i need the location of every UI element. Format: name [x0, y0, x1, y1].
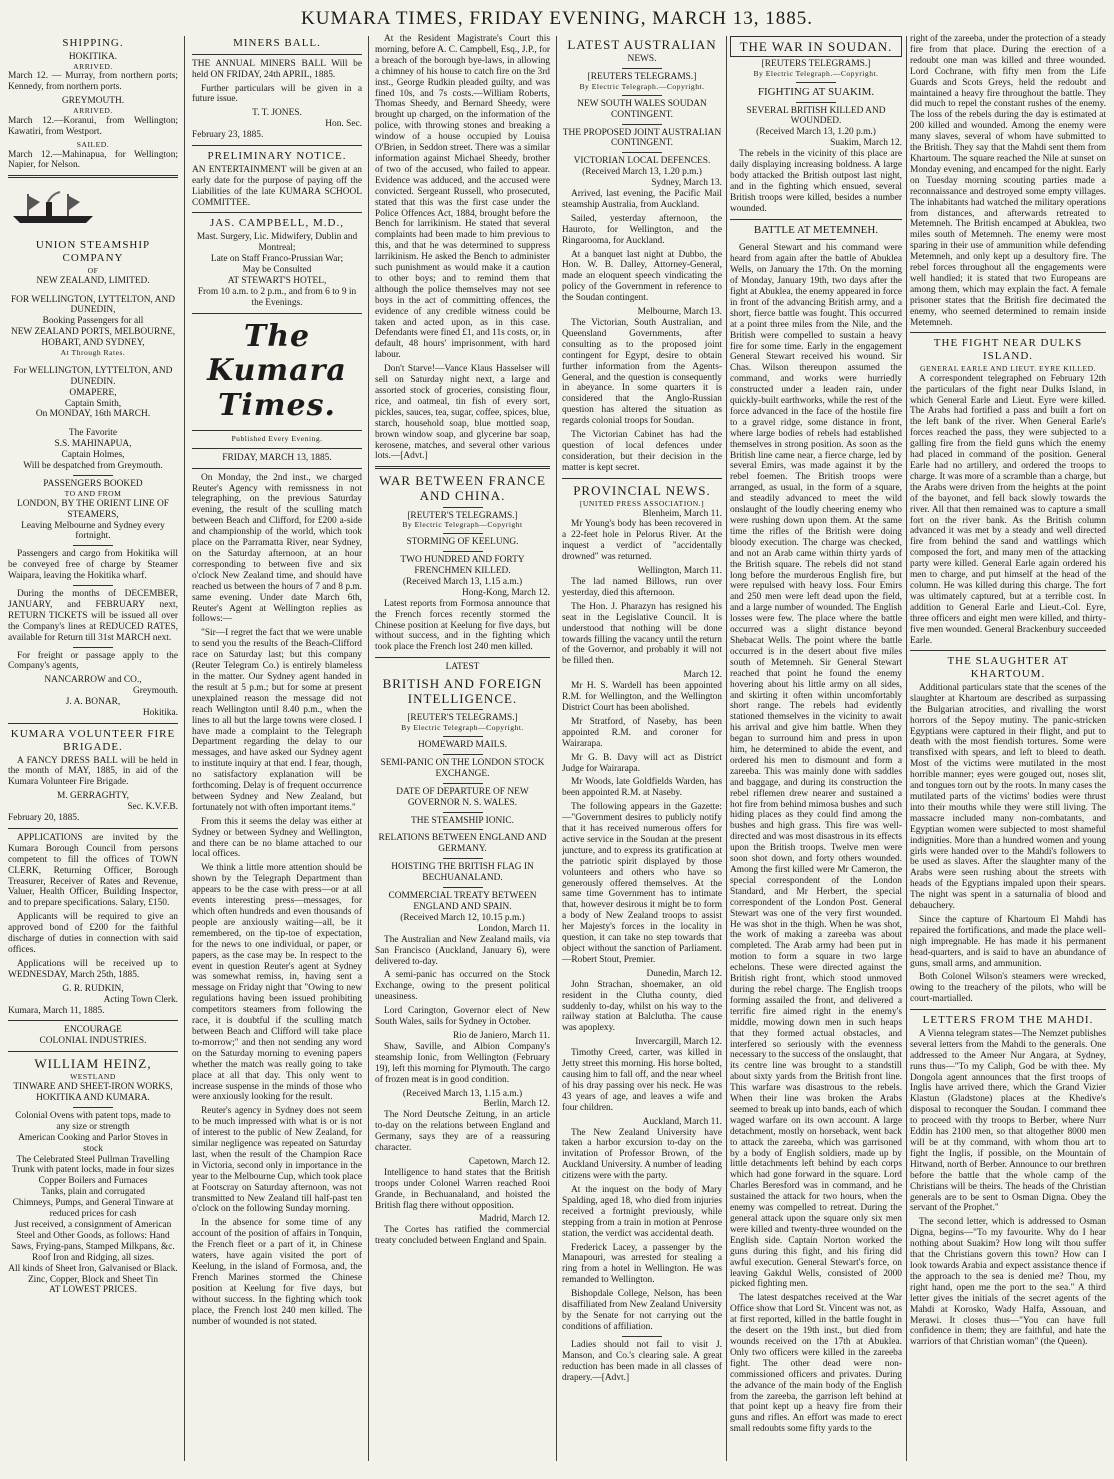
dateline: Capetown, March 12. [468, 1156, 550, 1167]
column-rule [556, 36, 557, 1461]
dateline: Hong-Kong, March 12. [461, 587, 550, 598]
paragraph: John Strachan, shoemaker, an old resident in the Clutha county, died suddenly to-day, whilst on his way to the railway station at Balclutha. The cause was apoplexy. [562, 979, 722, 1034]
paragraph: Mr Young's body has been recovered in a 22-feet hole in Pelorus River. At the inquest a verdict of "accidentally drowned" was returned. [562, 519, 722, 563]
subheading: THE PROPOSED JOINT AUSTRALIAN CONTINGENT. [562, 127, 722, 149]
paragraph: The latest despatches received at the War Office show that Lord St. Vincent was not, as at first reported, killed in the battle fought in the desert on the 19th inst., but died from wounds received on the 17th at Abuklea. Only two officers were killed in the zareeba fight. The other dead were non-commissioned officers and privates. During the advance of the main body of the English from the zareeba, the garrison left behind at that point kept up a heavy fire from their guns and rifles. An effort was made to erect small redoubts some fifty yards to the [730, 1293, 902, 1435]
paragraph: Arrived, last evening, the Pacific Mail steamship Australia, from Auckland. [562, 189, 722, 210]
paragraph: Applications will be received up to WEDNESDAY, March 25th, 1885. [8, 958, 178, 980]
paragraph: For freight or passage apply to the Company's agents, [8, 650, 178, 672]
passengers-heading: PASSENGERS BOOKED [43, 478, 143, 489]
paragraph: Mr H. S. Wardell has been appointed R.M. for Wellington, and the Wellington District Court has been abolished. [562, 681, 722, 713]
reuter-line: [REUTERS TELEGRAMS.] [761, 59, 871, 70]
date: February 23, 1885. [192, 130, 264, 141]
paragraph: Timothy Creed, carter, was killed in Jetty street this morning. His horse bolted, causing him to fall off, and the near wheel of his dray passing over his neck. He was 43 years of age, and leaves a wife and four children. [562, 1048, 722, 1113]
paragraph: The rebels in the vicinity of this place are daily displaying increasing boldness. A large body attacked the British outpost last night, and in the fighting which ensued, several British troops were killed, besides a number wounded. [730, 149, 902, 214]
heinz-sub: HOKITIKA AND KUMARA. [36, 1093, 150, 1104]
agent-place: Hokitika. [142, 708, 178, 719]
paragraph: The second letter, which is addressed to Osman Digna, begins—"To my favourite. Why do I hear nothing about Suakim? How long wilt thou suffer that the Christians govern this town? How can I look towards Arabia and expect assistance thence if the approach to the sea is denied me? Thou, my right hand, open me the port to the sea." A third letter gives the initials of the secret agents of the Mahdi at Korosko, Wady Halfa, Assouan, and Merawi. It closes thus—"You can have full confidence in them; they are faithful, and hate the warriors of that Christian woman" (the Queen). [910, 1217, 1106, 1348]
subheading: BATTLE AT METEMNEH. [753, 223, 879, 236]
heinz-sub: TINWARE AND SHEET-IRON WORKS, [13, 1082, 173, 1093]
dateline: March 12. [683, 670, 722, 681]
byline: [UNITED PRESS ASSOCIATION.] [579, 498, 705, 508]
shipping-text: March 12. — Murray, from northern ports; Kennedy, from northern ports. [8, 71, 178, 93]
signature-title: Hon. Sec. [325, 119, 362, 130]
agent-name: J. A. BONAR, [65, 697, 121, 708]
union-subheading: NEW ZEALAND, LIMITED. [36, 275, 150, 286]
paragraph: Reuter's agency in Sydney does not seem to be much impressed with what is or is not of interest to the public of New Zealand, for similar negligence was repeated on Saturday last, when the result of the Champion Race in Victoria, second only in importance in the year to the Melbourne Cup, which took place at Footscray on Saturday afternoon, was not transmitted to New Zealand till half-past ten o'clock on the following Sunday morning. [192, 1106, 362, 1215]
subheading: DATE OF DEPARTURE OF NEW GOVERNOR N. S. WALES. [396, 786, 529, 808]
union-of: OF [87, 265, 99, 275]
paragraph: Intelligence to hand states that the British troops under Colonel Warren reached Rooi Grande, in Bechuanaland, and hoisted the British flag there without opposition. [375, 1167, 550, 1211]
newspaper-title: The Kumara Times. [207, 318, 347, 424]
section-greymouth: GREYMOUTH. [61, 96, 125, 107]
paragraph: A Vienna telegram states—The Nemzet publishes several letters from the Mahdi to the generals. One addressed to the Ameer Nur Angara, at Sydney, runs thus—"To my Caliph, God be with thee. My Dongola agent announces that the first troops of Inglis have arrived there, which the Grand Vizier Klastun (Gladstone) places at the Khedive's disposal to reconquer the Soudan. I command thee to proceed with thy troops to Berber, where Nurr Eddin has 2100 men, so that altogether 8000 men will be at thy command, with whom thou art to fight the Inglis, if possible, on the Mountain of Hitwand, north of Berber. Announce to our brethren before the battle that the whole camp of the Christians will be theirs. The heads of the Christian generals are to be sent to Osman Digna. Obey the servant of the Prophet." [910, 1028, 1106, 1214]
reuter-line: [REUTER'S TELEGRAMS.] [407, 713, 518, 724]
paragraph: Ladies should not fail to visit J. Manson, and Co.'s clearing sale. A great reduction has been made in all classes of drapery.—[Advt.] [562, 1339, 722, 1383]
received-line: (Received March 13, 1.20 p.m.) [756, 127, 876, 138]
paragraph: Bishopdale College, Nelson, has been disaffiliated from New Zealand University by the Senate for not carrying out the conditions of affiliation. [562, 1289, 722, 1332]
dateline: Melbourne, March 13. [637, 307, 722, 318]
list-item: Copper Boilers and Furnaces [38, 1176, 148, 1187]
heinz-heading: WILLIAM HEINZ, [34, 1056, 152, 1072]
paragraph: At the inquest on the body of Mary Spalding, aged 18, who died from injuries received a fortnight previously, while stepping from a train in motion at Penrose station, the verdict was accidental death. [562, 1185, 722, 1239]
received-line: (Received March 12, 10.15 p.m.) [400, 912, 525, 923]
dateline: Blenheim, March 11. [642, 508, 722, 519]
list-item: Just received, a consignment of American Steel and Other Goods, as follows: Hand Saws, Frying-pans, Stamped Milkpans, &c. [11, 1220, 175, 1252]
british-heading: BRITISH AND FOREIGN INTELLIGENCE. [382, 676, 543, 707]
paragraph: "Sir—I regret the fact that we were unable to send you the results of the Beach-Clifford race on Saturday last; but this company (Reuter Telegram Co.) is entirely blameless in the matter. Our Sydney agent handed in the result at 5 p.m.; but for some at present unexplained reason the message did not reach Wellington until 8.40 p.m., when the lines to all but the large towns were closed. I have made a complaint to the Telegraph Department regarding the delay to our messages, and have asked our Sydney agent to institute inquiry at that end. I fear, though, no satisfactory explanation will be forthcoming. Delay is of frequent occurrence between Sydney and New Zealand, but fortunately not with often important items." [192, 628, 362, 813]
column-1 [8, 34, 178, 1466]
list-item: The Celebrated Steel Pullman Travelling Trunk with patent locks, made in four sizes [11, 1154, 175, 1176]
received-line: (Received March 13, 1.15 a.m.) [402, 1088, 523, 1099]
paragraph: The Cortes has ratified the commercial treaty concluded between England and Spain. [375, 1225, 550, 1247]
column-3 [375, 34, 550, 1466]
date: Kumara, March 11, 1885. [8, 1005, 105, 1016]
reuter-line: [REUTERS TELEGRAMS.] [587, 71, 697, 82]
war-heading: WAR BETWEEN FRANCE AND CHINA. [379, 473, 546, 504]
issue-date: FRIDAY, MARCH 13, 1885. [222, 452, 332, 463]
dateline: Auckland, March 11. [642, 1116, 722, 1127]
subheading: NEW SOUTH WALES SOUDAN CONTINGENT. [577, 98, 707, 120]
paragraph: A correspondent telegraphed on February 12th the particulars of the fight near Dulks Island, in which General Earle and Lieut. Eyre were killed. The Arabs had fortified a pass and built a fort on the left bank of the river. When General Earle's forces reached the pass, they were subjected to a galling fire from the field guns which the enemy had placed in command of the position. General Earle had no artillery, and ordered the troops to charge. It was more of a scramble than a charge, but the Arabs were driven from the heights at the point of the bayonet, and fell back slowly towards the river. All that then remained was to capture a small fort on the river bank. As the British column advanced it was met by a steady and well directed fire from behind the sand and wattlings which composed the fort, and many men of the attacking party were killed. General Earle again ordered his men to charge, and put himself at the head of the column. He was killed during this charge. The fort was ultimately captured, but at a terrible cost. In addition to General Earle and Lieut.-Col. Eyre, three officers and eight men were killed, and thirty-five men wounded. General Brackenbury succeeded Earle. [910, 373, 1106, 646]
agent-place: Greymouth. [132, 686, 178, 697]
paragraph: The Australian and New Zealand mails, via San Francisco (Auckland, January 6), were delivered to-day. [375, 934, 550, 967]
paragraph: At the Resident Magistrate's Court this morning, before A. C. Campbell, Esq., J.P., for a breach of the borough bye-laws, in allowing a chimney of his house to catch fire on the 3rd inst., George Rudkin pleaded guilty, and was fined 10s, and 7s costs.—William Roberts, Thomas Sheedy, and Bernard Sheedy, were brought up charged, on the information of the police, with throwing stones and breaking a window of a house occupied by Louisa O'Brien, in Seddon street. There was a similar information against Michael Sheedy, brother of two of the accused, who failed to appear. Evidence was adduced, and the accused were convicted. Sergeant Russell, who prosecuted, stated that this was the first case under the Police Offences Act, 1884, brought before the Bench for larrikinism. He stated that several complaints had been made to him previous to this, and that he was determined to suppress larrikinism. He asked the Bench to administer such punishment as would make it a caution to other boys; and to remind them that although the police themselves may not see boys in the act of committing offences, the evidence of any credible witness could be taken and acted upon, as in this case. Defendants were fined £1, and 11s costs, or, in default, 48 hours' imprisonment, with hard labour. [375, 34, 550, 361]
byline: By Electric Telegraph.—Copyright. [579, 81, 705, 91]
subheading: VICTORIAN LOCAL DEFENCES. [573, 156, 711, 167]
provincial-heading: PROVINCIAL NEWS. [573, 482, 711, 498]
union-text: Will be despatched from Greymouth. [23, 461, 163, 472]
captain: Captain Smith, [64, 398, 122, 409]
list-item: Colonial Ovens with patent tops, made to any size or strength [15, 1110, 171, 1132]
paragraph: Shaw, Saville, and Albion Company's steamship Ionic, from Wellington (February 19), left this morning for Plymouth. The cargo of frozen meat is in good condition. [375, 1041, 550, 1085]
australian-heading: NEWS. [627, 54, 657, 65]
received-line: (Received March 13, 1.15 a.m.) [402, 576, 523, 587]
paragraph: The Victorian, South Australian, and Queensland Governments, after consulting as to the proposed joint contingent for Egypt, desire to obtain further information from the Agents-General, and the question is consequently in abeyance. In some quarters it is considered that the Anglo-Russian question has altered the situation as regards colonial troops for Soudan. [562, 318, 722, 427]
union-ports: NEW ZEALAND PORTS, MELBOURNE, HOBART, AND SYDNEY, [10, 327, 176, 349]
signature-title: Acting Town Clerk. [103, 994, 178, 1005]
paragraph: From this it seems the delay was either at Sydney or between Sydney and Wellington, and there can be no blame attached to our local offices. [192, 816, 362, 860]
paragraph: Mr G. B. Davy will act as District Judge for Wairarapa. [562, 752, 722, 774]
campbell-text: Late on Staff Franco-Prussian War; [210, 254, 344, 265]
union-text: Leaving Melbourne and Sydney every fortnight. [21, 520, 165, 542]
signature: M. GERRAGHTY, [57, 791, 129, 802]
paragraph: Since the capture of Khartoum El Mahdi has repaired the fortifications, and made the place well-nigh impregnable. He has made it his permanent head-quarters, and is said to have an abundance of guns, small arms, and ammunition. [910, 914, 1106, 969]
dateline: Berlin, March 12. [483, 1099, 550, 1110]
list-item: Roof Iron and Ridging, all sizes. [31, 1252, 155, 1263]
paragraph: A FANCY DRESS BALL will be held in the month of MAY, 1885, in aid of the Kumara Volunteer Fire Brigade. [8, 755, 178, 788]
signature: G. R. RUDKIN, [62, 983, 124, 994]
paragraph: At a banquet last night at Dubbo, the Hon. W. B. Dalley, Attorney-General, made an eloquent speech vindicating the policy of the Government in reference to the Soudan contingent. [562, 249, 722, 304]
paragraph: Frederick Lacey, a passenger by the Manapouri, was arrested for stealing a ring from a hotel in Wellington. He was remanded to Wellington. [562, 1242, 722, 1286]
shipping-heading: SHIPPING. [62, 37, 124, 49]
column-rule [368, 36, 369, 1461]
subheading: FIGHTING AT SUAKIM. [757, 85, 875, 98]
paragraph: The New Zealand University have taken a harbor excursion to-day on the invitation of Professor Brown, of the Auckland University. A number of leading citizens were with the party. [562, 1127, 722, 1182]
shipping-text: March 12.—Mahinapua, for Wellington; Napier, for Nelson. [8, 149, 178, 171]
paragraph: The Victorian Cabinet has had the question of local defences under consideration, but their decision in the matter is kept secret. [562, 430, 722, 473]
dateline: Wellington, March 11. [637, 566, 722, 577]
prelim-heading: PRELIMINARY NOTICE. [207, 150, 347, 163]
masthead: KUMARA TIMES, FRIDAY EVENING, MARCH 13, 1885. [301, 8, 813, 29]
subheading: TWO HUNDRED AND FORTY FRENCHMEN KILLED. [400, 555, 525, 577]
australian-heading: LATEST AUSTRALIAN [567, 37, 717, 52]
byline: By Electric Telegraph—Copyright [402, 520, 523, 530]
paragraph: AN ENTERTAINMENT will be given at an early date for the purpose of paying off the Liabilities of the late KUMARA SCHOOL COMMITTEE. [192, 164, 362, 208]
paragraph: Applicants will be required to give an approved bond of £200 for the faithful discharge of duties in connection with said offices. [8, 912, 178, 955]
subheading: RELATIONS BETWEEN ENGLAND AND GERMANY. [378, 833, 547, 855]
column-6 [910, 34, 1106, 1466]
subheading: STORMING OF KEELUNG. [406, 537, 519, 548]
date: February 20, 1885. [8, 813, 80, 824]
steamship-illustration [8, 188, 98, 226]
column-rule [184, 36, 185, 1461]
subheading: COMMERCIAL TREATY BETWEEN ENGLAND AND SPAIN. [388, 891, 537, 912]
paragraph: Don't Starve!—Vance Klaus Hasselser will sell on Saturday night next, a large and assorted stock of groceries, consisting flour, rice, and oatmeal, tin fish of every sort, pickles, sauces, tea, sugar, coffee, spices, blue, starch, household soap, blue mottled soap, brown window soap, and glycerine bar soap, kerosene, matches, and several other various lots.—[Advt.] [375, 364, 550, 462]
paragraph: The Nord Deutsche Zeitung, in an article to-day on the relations between England and Germany, says they are of a reassuring character. [375, 1110, 550, 1154]
paragraph: During the months of DECEMBER, JANUARY, and FEBRUARY next, RETURN TICKETS will be issued all over the Company's lines at REDUCED RATES, available for Return till 31st MARCH next. [8, 589, 178, 643]
paragraph: Latest reports from Formosa announce that the French forces recently stormed the Chinese position at Keelung for five days, but without success, and in the fighting which took place the French lost 240 men killed. [375, 598, 550, 653]
column-2 [192, 34, 362, 1466]
signature-title: Sec. K.V.F.B. [127, 802, 178, 813]
campbell-text: AT STEWART'S HOTEL, [227, 275, 327, 286]
departure-date: On MONDAY, 16th MARCH. [35, 409, 151, 420]
list-item: Chimneys, Pumps, and General Tinware at reduced prices for cash [12, 1198, 174, 1220]
signature: T. T. JONES. [252, 108, 302, 119]
paragraph: A semi-panic has occurred on the Stock Exchange, owing to the present political uneasiness. [375, 970, 550, 1003]
union-route: FOR WELLINGTON, LYTTELTON, AND DUNEDIN, [10, 294, 176, 316]
campbell-heading: JAS. CAMPBELL, M.D., [210, 217, 344, 230]
heinz-sub: WESTLAND [70, 1072, 116, 1082]
column-4 [562, 34, 722, 1466]
dateline: Suakim, March 12. [830, 138, 902, 149]
union-rates: At Through Rates. [60, 348, 126, 358]
latest-label: LATEST [445, 662, 480, 673]
dateline: Invercargill, March 12. [635, 1037, 722, 1048]
paragraph: The lad named Billows, run over yesterday, died this afternoon. [562, 577, 722, 598]
subheading: THE STEAMSHIP IONIC. [410, 815, 515, 826]
paragraph: Lord Carington, Governor elect of New South Wales, sails for Sydney in October. [375, 1006, 550, 1028]
subheading: SEMI-PANIC ON THE LONDON STOCK EXCHANGE. [380, 757, 545, 779]
subheading: HOISTING THE BRITISH FLAG IN BECHUANALAND. [391, 862, 534, 884]
campbell-text: Mast. Surgery, Lic. Midwifery, Dublin and Montreal; [196, 232, 358, 254]
label-arrived: ARRIVED. [73, 61, 113, 71]
letters-heading: LETTERS FROM THE MAHDI. [922, 1014, 1094, 1027]
subheading: SEVERAL BRITISH KILLED AND WOUNDED. [746, 105, 886, 127]
campbell-text: From 10 a.m. to 2 p.m., and from 6 to 9 in the Evenings. [197, 286, 357, 308]
dulks-heading: THE FIGHT NEAR DULKS ISLAND. [933, 337, 1083, 363]
paragraph: Passengers and cargo from Hokitika will be conveyed free of charge by Steamer Waipara, leaving the Hokitika wharf. [8, 549, 178, 582]
encourage-heading: COLONIAL INDUSTRIES. [39, 1036, 147, 1047]
column-5 [730, 34, 902, 1466]
union-route: For WELLINGTON, LYTTELTON, AND DUNEDIN. [13, 365, 173, 387]
union-text: Booking Passengers for all [42, 316, 144, 327]
paragraph: THE ANNUAL MINERS BALL Will be held ON FRIDAY, 24th APRIL, 1885. [192, 58, 362, 80]
list-item: Zinc, Copper, Block and Sheet Tin [27, 1274, 159, 1285]
paragraph: In the absence for some time of any account of the position of affairs in Tonquin, the French fleet or a part of it, in Chinese waters, have again visited the port of Keelung, in the island of Formosa, and, the French Marines stormed the Chinese position at Keelung for five days, but without success. In the fighting which took place, the French lost 240 men killed. The number of wounded is not stated. [192, 1218, 362, 1327]
dateline: Madrid, March 12. [479, 1214, 550, 1225]
dateline: Dunedin, March 12. [646, 968, 722, 979]
list-item: Tanks, plain and corrugated [41, 1187, 145, 1198]
subheading: HOMEWARD MAILS. [417, 740, 508, 751]
ship-name: S.S. MAHINAPUA, [54, 439, 132, 450]
paragraph: The Hon. J. Pharazyn has resigned his seat in the Legislative Council. It is understood that nothing will be done towards filling the vacancy until the return of the Governor, and probably it will not be filled then. [562, 601, 722, 667]
paragraph: Mr Woods, late Goldfields Warden, has been appointed R.M. at Naseby. [562, 777, 722, 799]
received-line: (Received March 13, 1.20 p.m.) [582, 167, 702, 178]
byline: By Electric Telegraph—Copyright. [401, 723, 524, 733]
list-item: All kinds of Sheet Iron, Galvanised or Black. [8, 1263, 178, 1274]
byline: By Electric Telegraph.—Copyright. [753, 68, 879, 78]
paragraph: On Monday, the 2nd inst., we charged Reuter's Agency with remissness in not telegraphing, on the previous Saturday evening, the result of the sculling match between Beach and Clifford, for £200 a-side and championship of the world, which took place on the Parramatta River, near Sydney, on the Saturday afternoon, at an hour corresponding to between five and six o'clock New Zealand time, and should have reached us between the hours of 7 and 8 p.m. same evening. Under date March 6th, Reuter's Agent at Wellington replies as follows:— [192, 472, 362, 625]
encourage-heading: ENCOURAGE [64, 1025, 122, 1036]
dateline: Sydney, March 13. [651, 178, 722, 189]
section-hokitika: HOKITIKA. [68, 51, 118, 62]
list-item: AT LOWEST PRICES. [49, 1285, 137, 1296]
dateline: Rio de Janiero, March 11. [452, 1030, 550, 1041]
fire-brigade-heading: KUMARA VOLUNTEER FIRE BRIGADE. [10, 728, 176, 753]
label-sailed: SAILED. [76, 139, 110, 149]
shipping-text: March 12.—Koranui, from Wellington; Kawatiri, from Westport. [8, 115, 178, 137]
miners-heading: MINERS BALL. [233, 37, 321, 49]
captain: Captain Holmes, [61, 450, 125, 461]
union-text: The Favorite [68, 428, 118, 439]
campbell-text: May be Consulted [242, 264, 312, 275]
dateline: London, March 11. [477, 923, 550, 934]
soudan-heading: THE WAR IN SOUDAN. [730, 36, 902, 57]
paragraph: APPLICATIONS are invited by the Kumara Borough Council from persons competent to fill the offices of TOWN CLERK, Returning Officer, Borough Treasurer, Receiver of Rates and Revenue, Valuer, Health Officer, Building Inspector, and to prepare specifications. Salary, £150. [8, 832, 178, 909]
published-line: Published Every Evening. [231, 433, 323, 443]
union-text: LONDON, BY THE ORIENT LINE OF STEAMERS, [17, 498, 169, 520]
paragraph: The following appears in the Gazette:—"Government desires to publicly notify that it has received numerous offers for active service in the Soudan at the present juncture, and to express its gratification at the patriotic spirit displayed by those volunteers and others who have so generously offered themselves. At the same time Government has to intimate that, however desirous it might be to form a body of New Zealand troops to assist her Majesty's forces in the locality in question, it can take no step towards that object without the sanction of Parliament.—Robert Stout, Premier. [562, 802, 722, 965]
label-arrived: ARRIVED. [73, 106, 113, 116]
paragraph: Mr Stratford, of Naseby, has been appointed R.M. and coroner for Wairarapa. [562, 716, 722, 749]
ship-name: OMAPERE, [69, 387, 117, 398]
column-rule [906, 36, 907, 1461]
paragraph: We think a little more attention should be shown by the Telegraph Department than appears to be the case with press—or at all events interesting press—messages, for which often hundreds and even thousands of people are anxiously waiting—all, be it remembered, on the tip-toe of expectation, for the news to one individual, or paper, or papers, as the case may be. In respect to the event in question Reuter's agent at Sydney was somewhat remiss, in, having sent a message on Friday night that "Owing to new regulations having been issued prohibiting competitors steamers from following the race, it is doubtful if the sculling match between Beach and Clifford will take place to-morrow;" and then not sending any word on the Saturday morning to evening papers whether the match was really going to take place at all that day. This only went to increase suspense in the minds of those who were anxiously looking for the result. [192, 863, 362, 1103]
paragraph: right of the zareeba, under the protection of a steady fire from that place. During the erection of a redoubt one man was killed and three wounded. Lord Cochrane, with fifty men from the Life Guards and Scots Greys, held the redoubt and maintained a heavy fire throughout the battle. They did much to repel the constant rushes of the enemy. The loss of the rebels during the day is estimated at 200 killed and wounded. Among the enemy were many slaves, several of whom have submitted to the British. They say that the Mahdi sent them from Khartoum. The square reached the Nile at sunset on Monday evening, and encamped for the night. Early on Tuesday morning scouting parties made a reconnaissance and destroyed some empty villages. The inhabitants had watched the military operations from distances, and afterwards retreated to Metemneh. The British encamped at Abuklea, two miles south of Metemneh. The enemy were most sparing in their use of ammunition while defending Metemneh, and only kept up a desultory fire. The rebel forces throughout all the engagements were well handled; it is stated that two Europeans are among them, which may explain the fact. A female prisoner states that the British fire decimated the enemy, who seemed determined to remain inside Metemneh. [910, 34, 1106, 328]
paragraph: General Stewart and his command were heard from again after the battle of Abuklea Wells, on January the 17th. On the morning of Monday, January 19th, two days after the fight at Abuklea, the enemy appeared in force in front of the advancing British army, and a short, fierce battle was fought. This occurred at a point three miles from the Nile, and the British were compelled to sustain a heavy fire for some time. Early in the engagement General Stewart received his wound. Sir Chas. Wilson thereupon assumed the command, and works were hurriedly constructed under a leaden rain, under quickly-built earthworks, while the rest of the force advanced in the face of the hostile fire to a gravel ridge, some distance in front, where large bodies of rebels had established themselves in strong position. As soon as the British line came near, a fierce charge, led by several Emirs, was made against it by the rebel foemen. The British troops were arranged, as usual, in the form of a square, and steadily advanced to meet the wild onslaught of the loudly cheering enemy who were rushing down upon them. At the same time the rifles of the British were doing bloody execution. The charge was checked, and not an Arab came within thirty yards of the British square. The rebels did not stand long before the murderous English fire, but were repulsed with heavy loss. Four Emirs and 250 men were left dead upon the field, and a large number of wounded. The English losses were few. The place where the battle occurred was a slight distance beyond Shebacat Wells. The point where the battle occurred is in the desert about five miles south of Metemneh. Sir General Stewart reached that point he found the enemy hovering about his little army on all sides, and skirting it often within uncomfortably short range. The rebels had evidently stationed themselves in the vicinity to await his arrival and give him battle. When they began to surround him and press in upon him, he determined to abide the event, and ordered his men to dismount and form a zareeba. This was mainly done with saddles and baggage, and during its construction the rebel riflemen drew nearer and sustained a hot fire from behind mimosa bushes and such hiding places as they could find among the bushes and high grass. This fire was well-directed and was most disastrous in its effects upon the British troops. Twelve men were soon shot down, and forty others wounded. Among the first killed were Mr Cameron, the special correspondent of the London Standard, and Mr Herbert, the special correspondent of the London Post. General Stewart was one of the very first wounded. He was shot in the thigh. When he was shot, the work of making a zareeba was about completed. The Arab army had been put in motion to form a square in two large echelons. These were directed against the British right front, which stood unmoved during the rebel charge. The English troops forming assailed the front, and delivered a terrific fire aimed right in the enemy's middle, mowing down men in such heaps that they formed actual obstacles, and interfered so seriously with the evenness necessary to the success of the onslaught, that its centre line was brought to a standstill about sixty yards from the British front line. This warfare was disastrous to the rebels. When their line was broken the Arabs seemed to break up into bands, each of which waged warfare on its own account. A large detachment, mostly on horseback, went back to attack the zareeba, which was garrisoned by a body of English soldiers, made up by little detachments left behind by each corps which had gone forward in the square. Lord Charles Beresford was in command, and he sustained the attack for two hours, when the enemy was compelled to retreat. During the general attack upon the square only six men were killed and twenty-three wounded on the English side. Captain Norton worked the guns during this fight, and his firing did awful execution. General Stewart's force, on leaving Gakdul Wells, consisted of 2000 picked fighting men. [730, 243, 902, 1290]
slaughter-heading: THE SLAUGHTER AT KHARTOUM. [947, 655, 1069, 681]
paragraph: Sailed, yesterday afternoon, the Hauroto, for Wellington, and the Ringarooma, for Auckland. [562, 213, 722, 246]
reuter-line: [REUTER'S TELEGRAMS.] [407, 510, 518, 521]
list-item: American Cooking and Parlor Stoves in stock [18, 1132, 168, 1154]
agent-name: NANCARROW and CO., [44, 675, 142, 686]
column-rule [726, 36, 727, 1461]
subheading: GENERAL EARLE AND LIEUT. EYRE KILLED. [919, 363, 1097, 373]
paragraph: Both Colonel Wilson's steamers were wrecked, owing to the treachery of the pilots, who will be court-martialled. [910, 972, 1106, 1005]
union-text: TO AND FROM [64, 488, 122, 498]
paragraph: Additional particulars state that the scenes of the slaughter at Khartoum are described as surpassing the Bulgarian atrocities, and rivalling the worst horrors of the Sepoy mutiny. The panic-stricken Egyptians were captured in their flight, and put to death with the most fiendish tortures. Some were transfixed with spears, and left to bleed to death. Most of the victims were mutilated in the most horrible manner; eyes were gouged out, noses slit, and tongues torn out by the roots. In many cases the mutilated parts of the victims' bodies were thrust into their mouths while they were still living. The massacre included many non-combatants, and Egyptian women were subjected to most shameful indignities. More than a hundred women and young girls were handed over to the Mahdi's followers to be used as slaves. After the slaughter many of the Arabs were seen rushing about the streets with heads of the Egyptians impaled upon their spears. The night was spent in a saturnalia of blood and debauchery. [910, 682, 1106, 912]
union-heading: UNION STEAMSHIP COMPANY [35, 239, 151, 265]
paragraph: Further particulars will be given in a future issue. [192, 83, 362, 105]
